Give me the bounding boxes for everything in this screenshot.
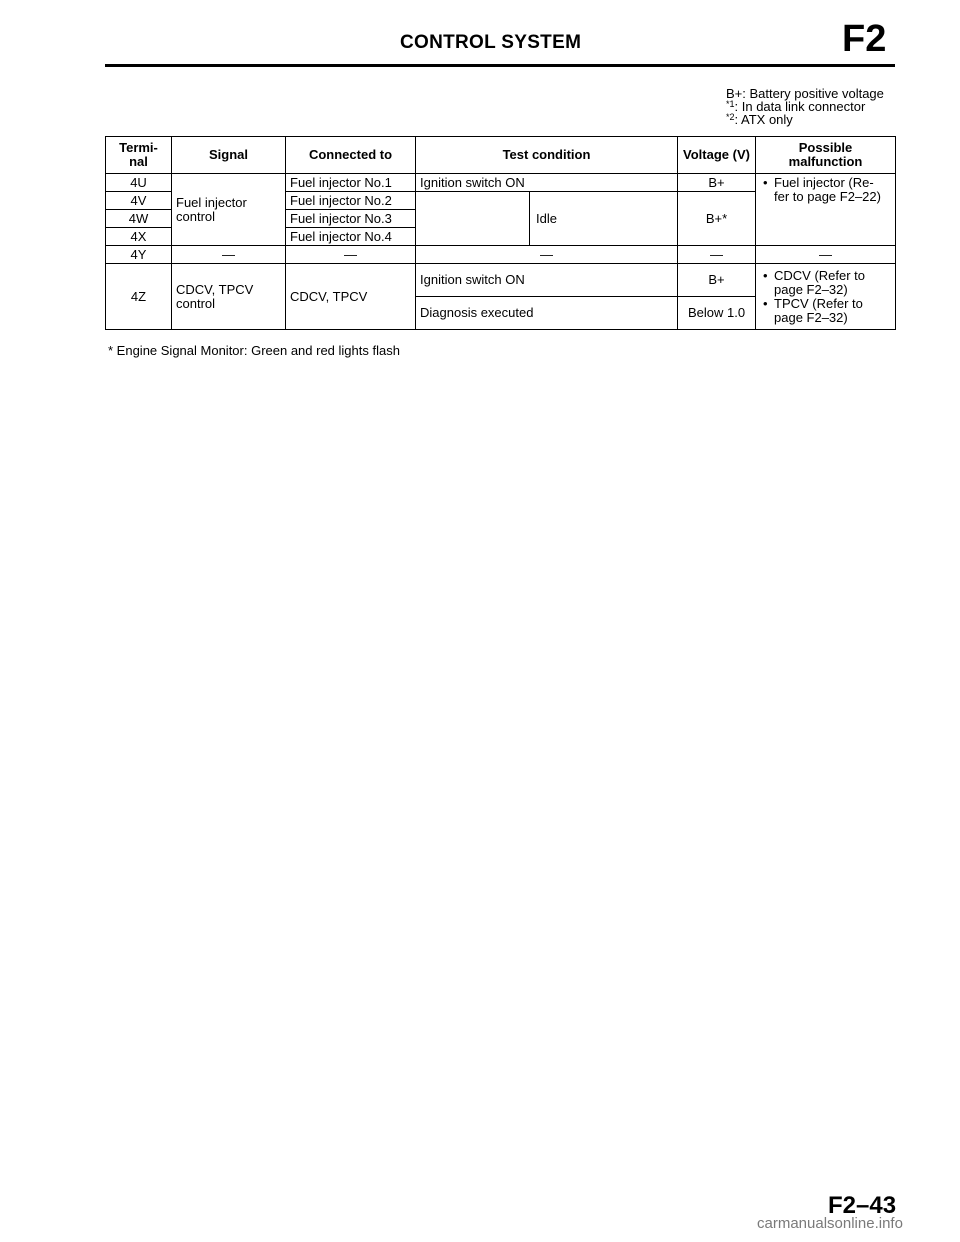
malfunction-cell	[756, 264, 896, 330]
signal-cell: —	[172, 246, 286, 264]
note-2-mark: *2	[726, 112, 735, 122]
footnote: * Engine Signal Monitor: Green and red lights flash	[108, 343, 400, 358]
malfunction-item: • TPCV (Refer to page F2–32)	[774, 297, 891, 325]
page-number: F2–43	[828, 1192, 897, 1219]
note-1-text: : In data link connector	[734, 99, 866, 114]
malfunction-item: • Fuel injector (Re- fer to page F2–22)	[774, 176, 891, 204]
connected-cell: CDCV, TPCV	[286, 264, 416, 330]
voltage-cell: B+	[678, 264, 756, 297]
test-condition-blank-cell	[416, 192, 530, 246]
header-voltage: Voltage (V)	[678, 137, 756, 174]
terminal-cell: 4V	[106, 192, 172, 210]
test-condition-cell: Idle	[530, 192, 678, 246]
malfunction-item: • CDCV (Refer to page F2–32)	[774, 269, 891, 297]
note-2-text: : ATX only	[734, 112, 793, 127]
signal-cell: CDCV, TPCV control	[172, 264, 286, 330]
connected-cell: Fuel injector No.4	[286, 228, 416, 246]
voltage-cell: —	[678, 246, 756, 264]
table-row	[106, 264, 896, 297]
header-terminal: Termi- nal	[106, 137, 172, 174]
test-condition-cell: Ignition switch ON	[416, 264, 678, 297]
legend-notes	[726, 87, 884, 126]
header-test-condition: Test condition	[416, 137, 678, 174]
malfunction-cell	[756, 174, 896, 246]
voltage-cell: B+*	[678, 192, 756, 246]
connected-cell: Fuel injector No.3	[286, 210, 416, 228]
connected-cell: Fuel injector No.1	[286, 174, 416, 192]
note-2	[726, 113, 884, 126]
section-code: F2	[842, 18, 887, 60]
terminal-spec-table	[105, 136, 896, 330]
connected-cell: —	[286, 246, 416, 264]
table-row	[106, 246, 896, 264]
header-possible-malfunction: Possible malfunction	[756, 137, 896, 174]
terminal-cell: 4W	[106, 210, 172, 228]
test-condition-cell: —	[416, 246, 678, 264]
note-bplus: B+: Battery positive voltage	[726, 86, 884, 101]
page-title: CONTROL SYSTEM	[400, 32, 582, 53]
note-1-mark: *1	[726, 99, 735, 109]
voltage-cell: Below 1.0	[678, 297, 756, 330]
voltage-cell: B+	[678, 174, 756, 192]
test-condition-cell: Ignition switch ON	[416, 174, 678, 192]
watermark: carmanualsonline.info	[757, 1215, 903, 1232]
terminal-cell: 4Z	[106, 264, 172, 330]
header-connected-to: Connected to	[286, 137, 416, 174]
table-header-row	[106, 137, 896, 174]
header-rule	[105, 64, 895, 67]
terminal-cell: 4Y	[106, 246, 172, 264]
header-signal: Signal	[172, 137, 286, 174]
terminal-cell: 4X	[106, 228, 172, 246]
terminal-cell: 4U	[106, 174, 172, 192]
malfunction-cell: —	[756, 246, 896, 264]
connected-cell: Fuel injector No.2	[286, 192, 416, 210]
test-condition-cell: Diagnosis executed	[416, 297, 678, 330]
signal-cell: Fuel injector control	[172, 174, 286, 246]
table-row	[106, 174, 896, 192]
